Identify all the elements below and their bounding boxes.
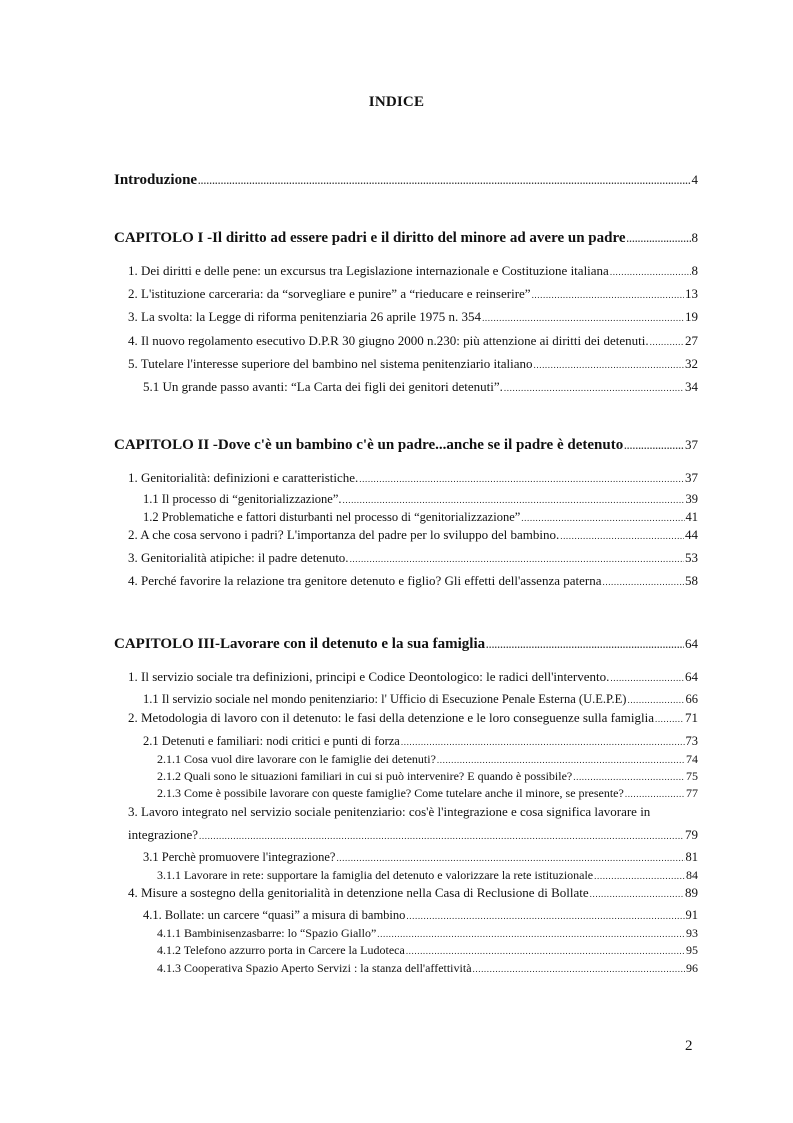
toc-page-number: 13	[685, 286, 698, 301]
toc-entry-text: 5. Tutelare l'interesse superiore del bambino nel sistema penitenziario italiano	[128, 356, 533, 371]
toc-leader	[359, 474, 684, 484]
toc-chapter-title: CAPITOLO I -Il diritto ad essere padri e il diritto del minore ad avere un padre	[114, 230, 626, 246]
toc-page-number: 95	[686, 943, 698, 957]
toc-entry-text: 2. Metodologia di lavoro con il detenuto: le fasi della detenzione e le loro conseguenze sulla famiglia	[128, 710, 654, 725]
toc-leader	[560, 531, 684, 541]
toc-leader	[594, 871, 685, 881]
toc-leader	[198, 176, 690, 186]
toc-page-number: 8	[691, 230, 698, 245]
toc-page-number: 41	[685, 510, 698, 524]
toc-entry-introduzione[interactable]	[114, 172, 698, 189]
toc-leader	[610, 673, 684, 683]
toc-page-number: 8	[691, 263, 698, 278]
toc-entry-1-4[interactable]	[128, 333, 698, 349]
toc-entry-1-2[interactable]	[128, 286, 698, 302]
toc-entry-text: 1. Il servizio sociale tra definizioni, principi e Codice Deontologico: le radici dell'intervento.	[128, 669, 610, 684]
toc-page-number: 79	[685, 827, 698, 842]
toc-page-number: 66	[685, 692, 698, 706]
toc-entry-3-1[interactable]	[128, 669, 698, 685]
toc-entry-3-4-1-2[interactable]	[157, 943, 698, 958]
toc-page-number: 74	[686, 752, 698, 766]
toc-leader	[336, 853, 684, 863]
toc-entry-3-2-1-1[interactable]	[157, 752, 698, 767]
toc-entry-3-2-1-2[interactable]	[157, 769, 698, 784]
toc-leader	[627, 695, 684, 705]
toc-page-number: 53	[685, 550, 698, 565]
toc-entry-text: 2. A che cosa servono i padri? L'importanza del padre per lo sviluppo del bambino.	[128, 527, 560, 542]
toc-leader	[625, 789, 685, 799]
toc-page-number: 39	[685, 492, 698, 506]
toc-leader	[199, 831, 684, 841]
toc-entry-2-1-2[interactable]	[143, 510, 698, 525]
toc-entry-2-1-1[interactable]	[143, 492, 698, 507]
toc-entry-text: 4.1. Bollate: un carcere “quasi” a misura di bambino	[143, 908, 406, 922]
toc-leader	[473, 964, 685, 974]
toc-entry-1-5[interactable]	[128, 356, 698, 372]
toc-chapter-2[interactable]	[114, 437, 698, 454]
toc-entry-text: 4.1.3 Cooperativa Spazio Aperto Servizi : la stanza dell'affettività	[157, 961, 472, 975]
toc-page-number: 44	[685, 527, 698, 542]
toc-leader	[350, 554, 684, 564]
toc-leader	[343, 495, 685, 505]
toc-leader	[406, 946, 685, 956]
toc-entry-text: 5.1 Un grande passo avanti: “La Carta dei figli dei genitori detenuti”.	[143, 379, 503, 394]
toc-entry-text: 3. Genitorialità atipiche: il padre detenuto.	[128, 550, 349, 565]
toc-entry-1-5-1[interactable]	[143, 379, 698, 395]
toc-entry-text: 1.1 Il processo di “genitorializzazione”.	[143, 492, 342, 506]
toc-chapter-title: CAPITOLO III-Lavorare con il detenuto e la sua famiglia	[114, 636, 486, 652]
toc-entry-text: 3.1.1 Lavorare in rete: supportare la famiglia del detenuto e valorizzare la rete istituzionale	[157, 868, 594, 882]
toc-entry-text: 1. Genitorialità: definizioni e caratteristiche.	[128, 470, 359, 485]
toc-entry-text: 1.2 Problematiche e fattori disturbanti nel processo di “genitorializzazione”	[143, 510, 521, 524]
toc-page-number: 58	[685, 573, 698, 588]
toc-page-number: 84	[686, 868, 698, 882]
toc-leader	[624, 441, 684, 451]
toc-leader	[627, 234, 691, 244]
toc-page-number: 89	[685, 885, 698, 900]
toc-leader	[406, 911, 684, 921]
toc-leader	[603, 577, 685, 587]
toc-page-number: 64	[685, 669, 698, 684]
toc-entry-3-4-1-1[interactable]	[157, 926, 698, 941]
toc-page-number: 73	[685, 734, 698, 748]
toc-entry-2-4[interactable]	[128, 573, 698, 589]
toc-leader	[401, 737, 685, 747]
toc-page-number: 96	[686, 961, 698, 975]
index-title: INDICE	[368, 94, 425, 110]
toc-entry-3-2[interactable]	[128, 710, 698, 726]
toc-entry-3-2-1[interactable]	[143, 734, 698, 749]
toc-leader	[532, 290, 684, 300]
toc-entry-text: 2.1.3 Come è possibile lavorare con queste famiglie? Come tutelare anche il minore, se presente?	[157, 786, 624, 800]
toc-entry-1-1[interactable]	[128, 263, 698, 279]
toc-page-number: 4	[691, 172, 698, 187]
toc-leader	[377, 929, 685, 939]
toc-entry-text: 4.1.2 Telefono azzurro porta in Carcere la Ludoteca	[157, 943, 405, 957]
toc-leader	[482, 313, 684, 323]
toc-leader	[573, 772, 685, 782]
toc-page-number: 77	[686, 786, 698, 800]
toc-entry-text: 4. Perché favorire la relazione tra genitore detenuto e figlio? Gli effetti dell'assenza paterna	[128, 573, 602, 588]
toc-chapter-1[interactable]	[114, 230, 698, 247]
toc-page-number: 71	[685, 710, 698, 725]
toc-page-number: 64	[685, 636, 698, 651]
toc-entry-3-3-line1[interactable]: 3. Lavoro integrato nel servizio sociale penitenziario: cos'è l'integrazione e cosa significa lavorare in	[128, 804, 651, 819]
toc-page-number: 81	[685, 850, 698, 864]
toc-entry-text: integrazione?	[128, 827, 199, 842]
toc-entry-text: 3. La svolta: la Legge di riforma penitenziaria 26 aprile 1975 n. 354	[128, 309, 482, 324]
toc-entry-3-3-1[interactable]	[143, 850, 698, 865]
toc-entry-text: 3.1 Perchè promuovere l'integrazione?	[143, 850, 336, 864]
page-number: 2	[685, 1038, 693, 1054]
toc-entry-2-1[interactable]	[128, 470, 698, 486]
toc-leader	[655, 714, 684, 724]
toc-leader	[534, 360, 684, 370]
toc-entry-3-1-1[interactable]	[143, 692, 698, 707]
toc-leader	[437, 755, 685, 765]
toc-leader	[650, 337, 684, 347]
toc-page-number: 91	[685, 908, 698, 922]
toc-leader	[504, 383, 684, 393]
toc-entry-3-2-1-3[interactable]	[157, 786, 698, 801]
toc-page-number: 27	[685, 333, 698, 348]
toc-entry-3-3-1-1[interactable]	[157, 868, 698, 883]
toc-chapter-title: CAPITOLO II -Dove c'è un bambino c'è un padre...anche se il padre è detenuto	[114, 437, 624, 453]
toc-entry-text: 4. Il nuovo regolamento esecutivo D.P.R 30 giugno 2000 n.230: più attenzione ai diritti dei detenuti.	[128, 333, 649, 348]
toc-page-number: 75	[686, 769, 698, 783]
toc-entry-text: 2.1 Detenuti e familiari: nodi critici e punti di forza	[143, 734, 400, 748]
toc-leader	[610, 267, 691, 277]
toc-entry-text: 2. L'istituzione carceraria: da “sorvegliare e punire” a “rieducare e reinserire”	[128, 286, 531, 301]
toc-page-number: 19	[685, 309, 698, 324]
toc-entry-text: 2.1.1 Cosa vuol dire lavorare con le famiglie dei detenuti?	[157, 752, 436, 766]
toc-entry-3-4-1-3[interactable]	[157, 961, 698, 976]
toc-entry-text: 4. Misure a sostegno della genitorialità in detenzione nella Casa di Reclusione di Bollate	[128, 885, 589, 900]
toc-entry-text: 4.1.1 Bambinisenzasbarre: lo “Spazio Giallo”	[157, 926, 377, 940]
toc-page-number: 37	[685, 470, 698, 485]
toc-entry-text: 2.1.2 Quali sono le situazioni familiari in cui si può intervenire? E quando è possibile?	[157, 769, 573, 783]
toc-chapter-3[interactable]	[114, 636, 698, 653]
toc-page-number: 34	[685, 379, 698, 394]
toc-entry-text: 1. Dei diritti e delle pene: un excursus tra Legislazione internazionale e Costituzione italiana	[128, 263, 609, 278]
toc-leader	[486, 640, 684, 650]
toc-entry-text: 1.1 Il servizio sociale nel mondo penitenziario: l' Ufficio di Esecuzione Penale Esterna (U.E.P.E)	[143, 692, 627, 706]
toc-entry-2-3[interactable]	[128, 550, 698, 566]
toc-entry-3-4-1[interactable]	[143, 908, 698, 923]
toc-leader	[590, 889, 684, 899]
toc-entry-3-4[interactable]	[128, 885, 698, 901]
toc-page-number: 37	[685, 437, 698, 452]
toc-leader	[521, 513, 684, 523]
toc-entry-text: Introduzione	[114, 172, 198, 188]
toc-page-number: 32	[685, 356, 698, 371]
toc-entry-3-3[interactable]	[128, 827, 698, 843]
toc-entry-1-3[interactable]	[128, 309, 698, 325]
toc-entry-2-2[interactable]	[128, 527, 698, 543]
toc-page-number: 93	[686, 926, 698, 940]
